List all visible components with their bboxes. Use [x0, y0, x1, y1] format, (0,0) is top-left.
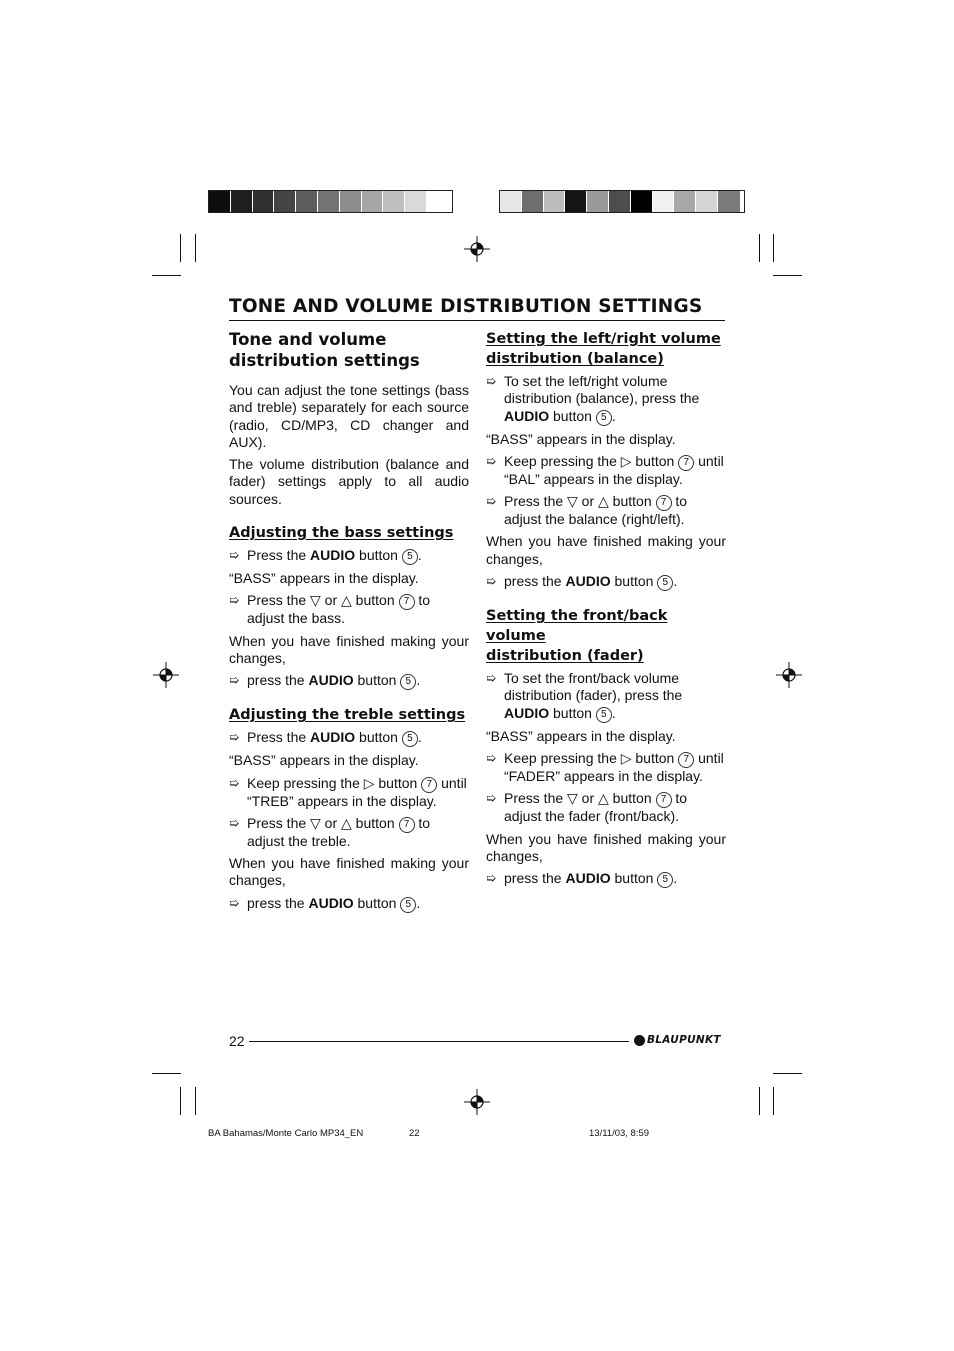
crop-mark [773, 275, 802, 276]
button-number-badge: 5 [596, 707, 612, 723]
audio-label: AUDIO [565, 870, 611, 887]
arrow-icon: ➯ [229, 895, 240, 910]
color-bar-left [208, 190, 453, 213]
arrow-icon: ➯ [229, 730, 240, 745]
fader-step-4: ➯ press the AUDIO button 5 . [486, 870, 678, 887]
color-swatch [253, 191, 275, 212]
button-number-badge: 7 [678, 455, 694, 471]
arrow-icon: ➯ [486, 374, 497, 388]
fader-step-1: ➯ To set the front/back volume distribution (fader), press the AUDIO button 5 . [486, 670, 683, 721]
audio-label: AUDIO [504, 704, 550, 721]
crop-mark [773, 1087, 774, 1115]
bass-step-2: ➯ Press the ▽ or △ button 7 to adjust the bass. [229, 592, 431, 627]
registration-mark-icon [464, 1089, 490, 1115]
crop-mark [759, 1087, 760, 1115]
color-swatch [340, 191, 362, 212]
button-number-badge: 5 [402, 731, 418, 747]
section-heading [229, 329, 469, 371]
slug-date: 13/11/03, 8:59 [589, 1128, 650, 1139]
balance-heading-line: Setting the left/right volume [486, 331, 721, 347]
audio-label: AUDIO [565, 573, 611, 590]
balance-step-4: ➯ press the AUDIO button 5 . [486, 573, 678, 590]
button-number-badge: 5 [657, 872, 673, 888]
color-swatch [653, 191, 675, 212]
finished-note: When you have finished making your changes, [229, 632, 469, 666]
slug-page: 22 [409, 1128, 420, 1139]
arrow-icon: ➯ [486, 574, 497, 589]
color-swatch [362, 191, 384, 212]
fader-step-3: ➯ Press the ▽ or △ button 7 to adjust the fader (front/back). [486, 790, 688, 825]
button-number-badge: 7 [421, 777, 437, 793]
arrow-icon: ➯ [229, 775, 240, 790]
crop-mark [195, 234, 196, 262]
button-number-badge: 7 [399, 594, 415, 610]
bass-step-3: ➯ press the AUDIO button 5 . [229, 672, 421, 689]
crop-mark [759, 234, 760, 262]
color-swatch [427, 191, 449, 212]
arrow-icon: ➯ [486, 494, 497, 509]
finished-note: When you have finished making your changes, [486, 533, 726, 567]
color-swatch [522, 191, 544, 212]
treble-step-2: ➯ Keep pressing the ▷ button 7 until “TREB” appears in the display. [229, 774, 467, 809]
arrow-icon: ➯ [486, 791, 497, 806]
color-swatch [296, 191, 318, 212]
arrow-icon: ➯ [486, 453, 497, 468]
color-swatch [209, 191, 231, 212]
color-swatch [587, 191, 609, 212]
button-number-badge: 7 [656, 792, 672, 808]
color-swatch [274, 191, 296, 212]
crop-mark [180, 1087, 181, 1115]
registration-mark-icon [153, 662, 179, 688]
audio-label: AUDIO [308, 894, 354, 911]
crop-mark [152, 275, 181, 276]
color-swatch [631, 191, 653, 212]
intro-paragraph: The volume distribution (balance and fader) settings apply to all audio sources. [229, 456, 469, 507]
brand-name: BLAUPUNKT [647, 1034, 721, 1046]
button-number-badge: 7 [656, 495, 672, 511]
arrow-icon: ➯ [229, 815, 240, 830]
arrow-icon: ➯ [229, 548, 240, 563]
color-swatch [231, 191, 253, 212]
balance-step-3: ➯ Press the ▽ or △ button 7 to adjust the balance (right/left). [486, 493, 688, 528]
display-note: “BASS” appears in the display. [229, 752, 419, 769]
treble-step-3: ➯ Press the ▽ or △ button 7 to adjust the treble. [229, 814, 431, 849]
balance-step-1: ➯ To set the left/right volume distribution (balance), press the AUDIO button 5 . [486, 373, 700, 424]
arrow-icon: ➯ [486, 871, 497, 886]
audio-label: AUDIO [308, 672, 354, 689]
section-heading-line: Tone and volume [229, 330, 387, 349]
left-column [229, 329, 469, 918]
finished-note: When you have finished making your changes, [486, 830, 726, 864]
audio-label: AUDIO [310, 729, 356, 746]
fader-heading [486, 606, 726, 666]
display-note: “BASS” appears in the display. [486, 727, 676, 744]
color-swatch [609, 191, 631, 212]
display-note: “BASS” appears in the display. [486, 430, 676, 447]
button-number-badge: 7 [399, 817, 415, 833]
color-swatch [405, 191, 427, 212]
balance-step-2: ➯ Keep pressing the ▷ button 7 until “BAL” appears in the display. [486, 452, 724, 487]
slug-file: BA Bahamas/Monte Carlo MP34_EN [208, 1128, 364, 1139]
fader-heading-line: Setting the front/back volume [486, 608, 668, 645]
balance-heading-line: distribution (balance) [486, 351, 664, 367]
right-column [486, 329, 726, 893]
brand-logo [634, 1034, 721, 1046]
crop-mark [180, 234, 181, 262]
arrow-icon: ➯ [229, 673, 240, 688]
color-swatch [500, 191, 522, 212]
button-number-badge: 5 [400, 897, 416, 913]
treble-step-4: ➯ press the AUDIO button 5 . [229, 894, 421, 911]
audio-label: AUDIO [310, 547, 356, 564]
color-swatch [696, 191, 718, 212]
fader-step-2: ➯ Keep pressing the ▷ button 7 until “FADER” appears in the display. [486, 749, 724, 784]
arrow-icon: ➯ [486, 750, 497, 765]
button-number-badge: 5 [402, 549, 418, 565]
audio-label: AUDIO [504, 407, 550, 424]
balance-heading [486, 329, 726, 369]
color-swatch [674, 191, 696, 212]
crop-mark [773, 234, 774, 262]
arrow-icon: ➯ [486, 671, 497, 686]
color-swatch [383, 191, 405, 212]
arrow-icon: ➯ [229, 593, 240, 608]
treble-step-1: ➯ Press the AUDIO button 5 . [229, 729, 422, 746]
crop-mark [195, 1087, 196, 1115]
color-swatch [318, 191, 340, 212]
page-number: 22 [229, 1033, 245, 1049]
bass-step-1: ➯ Press the AUDIO button 5 . [229, 547, 422, 564]
color-swatch [544, 191, 566, 212]
footer-rule [249, 1041, 629, 1042]
section-heading-line: distribution settings [229, 351, 420, 370]
button-number-badge: 5 [400, 674, 416, 690]
crop-mark [773, 1073, 802, 1074]
color-bar-right [499, 190, 745, 213]
color-swatch [565, 191, 587, 212]
button-number-badge: 7 [678, 752, 694, 768]
bass-heading: Adjusting the bass settings [229, 525, 454, 542]
page-title: TONE AND VOLUME DISTRIBUTION SETTINGS [229, 296, 725, 321]
button-number-badge: 5 [596, 410, 612, 426]
registration-mark-icon [464, 236, 490, 262]
finished-note: When you have finished making your changes, [229, 855, 469, 889]
brand-dot-icon [634, 1035, 645, 1046]
intro-paragraph: You can adjust the tone settings (bass and treble) separately for each source (radio, CD/MP3, CD changer and AUX). [229, 382, 469, 450]
treble-heading: Adjusting the treble settings [229, 707, 466, 724]
crop-mark [152, 1073, 181, 1074]
display-note: “BASS” appears in the display. [229, 570, 419, 587]
color-swatch [718, 191, 740, 212]
button-number-badge: 5 [657, 575, 673, 591]
fader-heading-line: distribution (fader) [486, 648, 644, 665]
registration-mark-icon [776, 662, 802, 688]
